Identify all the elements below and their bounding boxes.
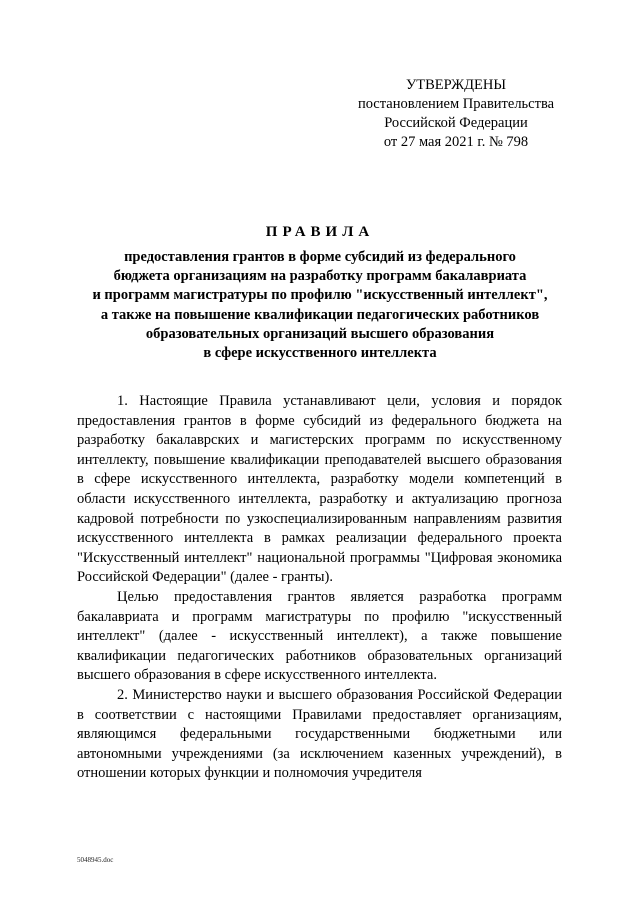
document-subtitle — [60, 248, 580, 363]
paragraph-2: Целью предоставления грантов является разработка программ бакалавриата и программ магистратуры по профилю "искусственный интеллект" (далее - искусственный интеллект), а также повышение квалификации педагогических работников образовательных организаций высшего образования в сфере искусственного интеллекта. — [77, 588, 562, 684]
approval-government: Российской Федерации — [384, 115, 528, 131]
paragraph-3: 2. Министерство науки и высшего образования Российской Федерации в соответствии с настоящими Правилами предоставляет организациям, являющимся федеральными государственными бюджетными или автономными учреждениями (за исключением казенных учреждений), в отношении которых функции и полномочия учредителя — [77, 686, 562, 782]
approval-heading: УТВЕРЖДЕНЫ — [405, 77, 507, 93]
subtitle-line: и программ магистратуры по профилю "искусственный интеллект", — [92, 287, 548, 304]
subtitle-line: предоставления грантов в форме субсидий из федерального — [124, 249, 516, 265]
approval-block — [330, 76, 582, 152]
approval-decree: постановлением Правительства — [357, 96, 555, 112]
paragraph-1: 1. Настоящие Правила устанавливают цели, условия и порядок предоставления грантов в форме субсидий из федерального бюджета на разработку бакалаврских и магистерских программ по искусственному интеллекту, повышение квалификации преподавателей высшего образования в сфере искусственного интеллекта, разработку модели компетенций в области искусственного интеллекта, разработку и актуализацию прогноза кадровой потребности по узкоспециализированным направлениям развития искусственного интеллекта в рамках реализации федерального проекта "Искусственный интеллект" национальной программы "Цифровая экономика Российской Федерации" (далее - гранты). — [77, 393, 562, 586]
document-body — [77, 392, 562, 784]
subtitle-line: в сфере искусственного интеллекта — [203, 345, 437, 362]
subtitle-line: а также на повышение квалификации педагогических работников — [100, 306, 540, 323]
subtitle-line: бюджета организациям на разработку программ бакалавриата — [113, 268, 527, 285]
subtitle-line: образовательных организаций высшего образования — [145, 325, 495, 342]
document-title: ПРАВИЛА — [265, 224, 375, 240]
approval-date-number: от 27 мая 2021 г. № 798 — [383, 134, 529, 150]
file-name-footer: 5048945.doc — [77, 856, 114, 864]
